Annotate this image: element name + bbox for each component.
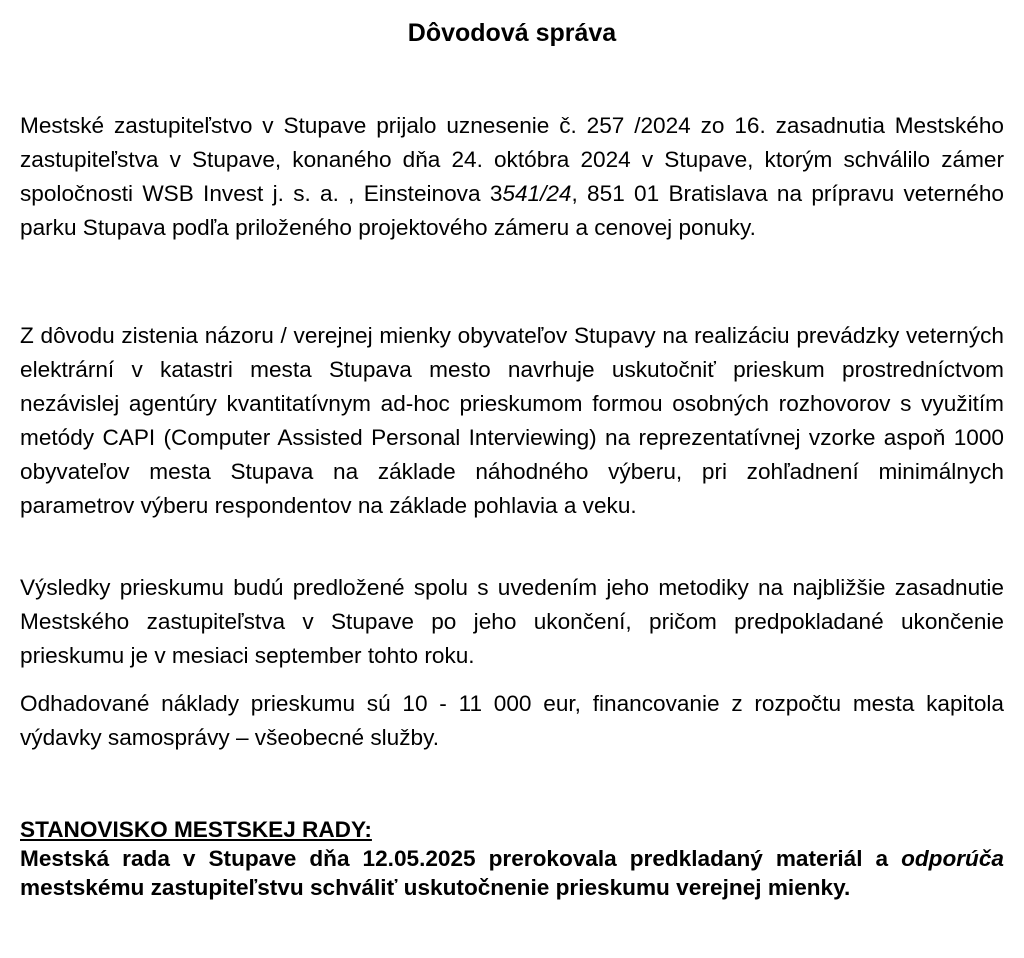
council-stance-heading: STANOVISKO MESTSKEJ RADY:	[20, 817, 372, 842]
paragraph-survey-results: Výsledky prieskumu budú predložené spolu s uvedením jeho metodiky na najbližšie zasadnutie Mestského zastupiteľstva v Stupave po jeho ukončení, pričom predpokladané ukončenie prieskumu je v mesiaci september tohto roku.	[20, 575, 1004, 668]
council-stance-italic: odporúča	[901, 846, 1004, 871]
council-stance-body	[20, 844, 1004, 902]
paragraph-survey-costs: Odhadované náklady prieskumu sú 10 - 11 000 eur, financovanie z rozpočtu mesta kapitola výdavky samosprávy – všeobecné služby.	[20, 691, 1004, 750]
council-stance	[20, 815, 1004, 902]
council-stance-text-end: mestskému zastupiteľstvu schváliť uskutočnenie prieskumu verejnej mienky.	[20, 875, 851, 900]
paragraph-resolution-italic: 541/24	[502, 181, 572, 206]
paragraph-resolution-text-start: Mestské zastupiteľstvo v Stupave prijalo uznesenie č. 257 /2024 zo 16. zasadnutia Mestského zastupiteľstva v Stupave, konaného dňa 24. októbra 2024 v Stupave, ktorým schválilo zámer spoločnosti WSB Invest j. s. a. , Einsteinova 3	[20, 113, 1004, 206]
council-stance-text-start: Mestská rada v Stupave dňa 12.05.2025 prerokovala predkladaný materiál a	[20, 846, 902, 871]
paragraph-survey-proposal: Z dôvodu zistenia názoru / verejnej mienky obyvateľov Stupavy na realizáciu prevádzky veterných elektrární v katastri mesta Stupava mesto navrhuje uskutočniť prieskum prostredníctvom nezávislej agentúry kvantitatívnym ad-hoc prieskumom formou osobných rozhovorov s využitím metódy CAPI (Computer Assisted Personal Interviewing) na reprezentatívnej vzorke aspoň 1000 obyvateľov mesta Stupava na základe náhodného výberu, pri zohľadnení minimálnych parametrov výberu respondentov na základe pohlavia a veku.	[20, 323, 1004, 518]
document-title: Dôvodová správa	[407, 19, 617, 47]
paragraph-resolution-text-end: , 851 01 Bratislava na prípravu veterného parku Stupava podľa priloženého projektového zámeru a cenovej ponuky.	[20, 181, 1004, 240]
paragraph-resolution	[20, 109, 1004, 245]
